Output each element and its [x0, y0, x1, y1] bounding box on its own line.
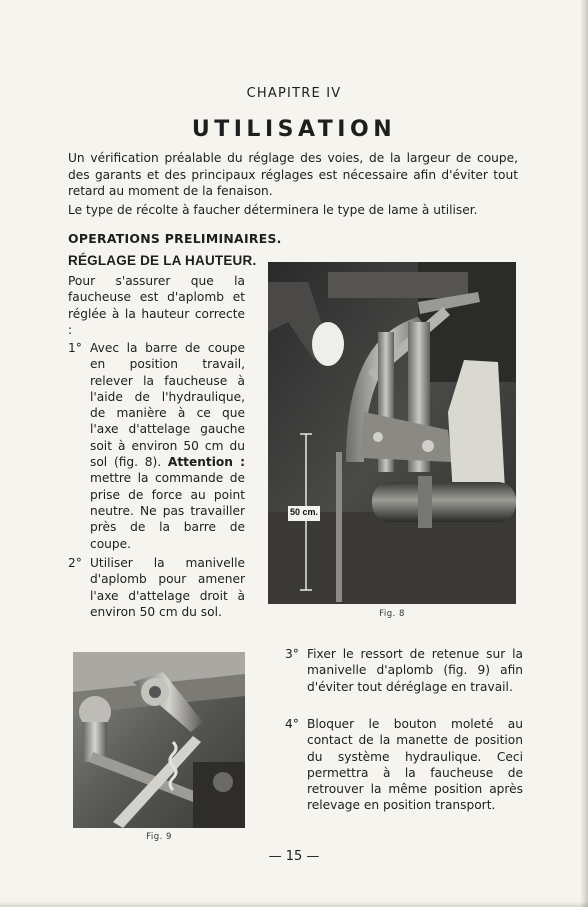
step-body: Avec la barre de coupe en position travail, relever la faucheuse à l'aide de l'hydraulique, de manière à ce que l'axe d'attelage gauche soit à environ 50 cm du sol (fig. 8).	[90, 341, 245, 470]
section-heading: OPERATIONS PRELIMINAIRES.	[68, 231, 282, 246]
step-text: Fixer le ressort de retenue sur la manivelle d'aplomb (fig. 9) afin d'éviter tout déréglage en travail.	[307, 647, 523, 694]
step-text	[90, 340, 245, 552]
page-number: — 15 —	[268, 849, 320, 864]
chapter-label: CHAPITRE IV	[246, 86, 342, 101]
step-text: Bloquer le bouton moleté au contact de la manette de position du système hydraulique. Ceci permettra à la faucheuse de retrouver la même position après relevage en position transport.	[307, 717, 523, 813]
step-number: 3°	[285, 647, 299, 661]
step-number: 1°	[68, 341, 82, 355]
attention-label: Attention :	[167, 455, 245, 470]
lead-paragraph: Pour s'assurer que la faucheuse est d'aplomb et réglée à la hauteur correcte :	[68, 274, 245, 337]
measurement-label: 50 cm.	[289, 507, 319, 517]
step-1	[68, 340, 245, 552]
step-number: 2°	[68, 556, 82, 570]
attention-text: mettre la commande de prise de force au point neutre. Ne pas travailler près de la barre de coupe.	[90, 471, 245, 551]
figure-8-photo	[268, 262, 516, 604]
figure-9-photo	[73, 652, 245, 828]
intro-paragraph: Le type de récolte à faucher déterminera le type de lame à utiliser.	[68, 202, 478, 217]
page-title: UTILISATION	[191, 117, 397, 142]
figure-8-caption: Fig. 8	[379, 609, 405, 619]
step-number: 4°	[285, 717, 299, 731]
crank-spring-illustration	[73, 652, 245, 828]
intro-paragraph: Un vérification préalable du réglage des voies, de la largeur de coupe, des garants et des principaux réglages est nécessaire afin d'éviter tout retard au moment de la fenaison.	[68, 151, 518, 198]
mower-hitch-illustration	[268, 262, 516, 604]
step-text: Utiliser la manivelle d'aplomb pour amener l'axe d'attelage droit à environ 50 cm du sol.	[90, 556, 245, 619]
step-2	[68, 555, 245, 620]
page-bottom-shadow	[0, 901, 588, 907]
step-3	[285, 646, 523, 695]
figure-9-caption: Fig. 9	[146, 832, 172, 842]
intro-block	[68, 150, 518, 220]
subsection-heading: RÉGLAGE DE LA HAUTEUR.	[68, 253, 257, 268]
step-4	[285, 716, 523, 814]
